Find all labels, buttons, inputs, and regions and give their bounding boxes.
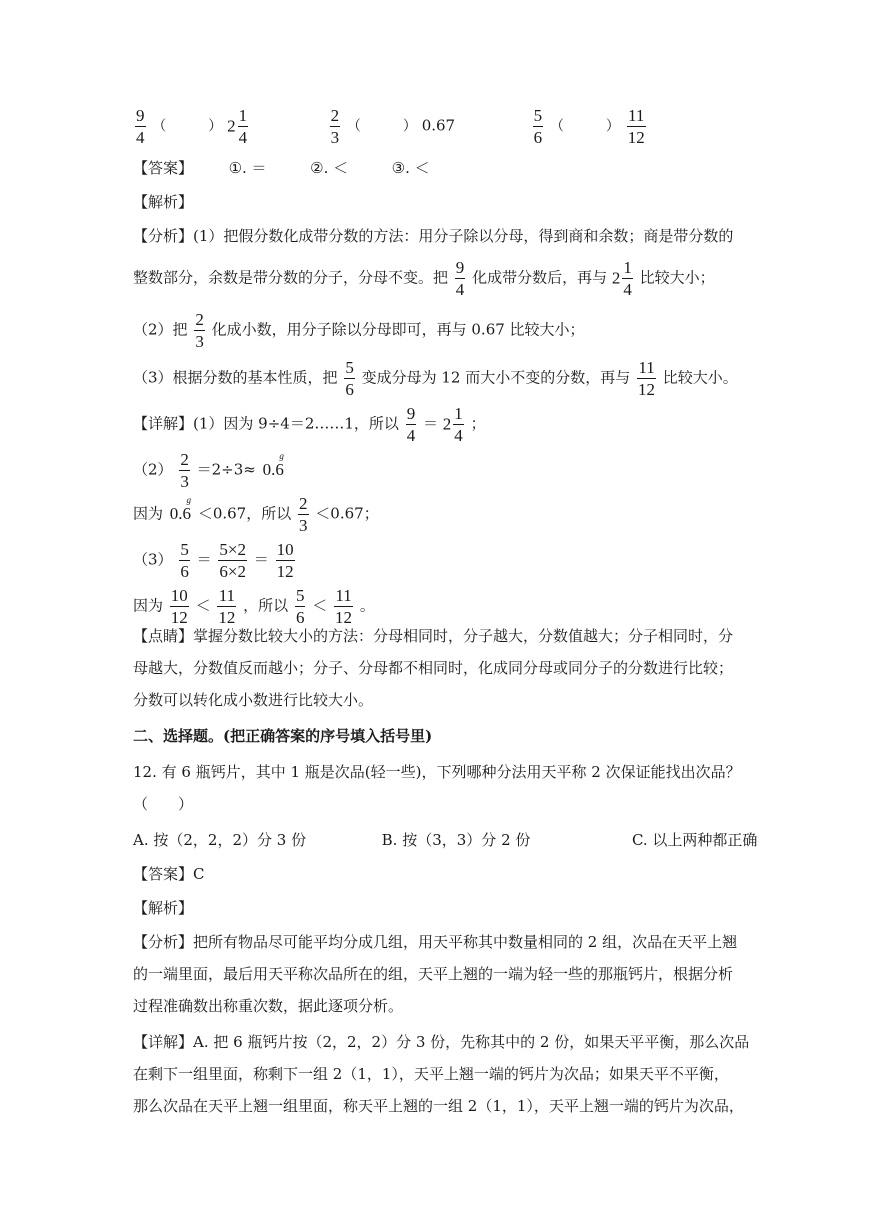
option-a: A. 按（2，2，2）分 3 份 xyxy=(133,831,307,849)
fraction: $\frac{9}{4}$ xyxy=(136,106,145,147)
detail-line: 【详解】(1）因为 9÷4＝2……1，所以 $\frac{9}{4}$ ＝ 2 $\frac{1}{4}$ ； xyxy=(133,404,486,445)
detail-line: 那么次品在天平上翘一组里面，称天平上翘的一组 2（1，1），天平上翘一端的钙片为次品， xyxy=(133,1097,744,1115)
option-b: B. 按（3，3）分 2 份 xyxy=(381,831,531,849)
options-row xyxy=(133,830,757,850)
detail-line: 在剩下一组里面，称剩下一组 2（1，1），天平上翘一端的钙片为次品；如果天平不平衡， xyxy=(133,1065,729,1083)
blank-paren: （ ） xyxy=(549,118,620,135)
fraction: $\frac{11}{12}$ xyxy=(627,106,645,147)
option-c: C. 以上两种都正确 xyxy=(631,831,758,849)
repeating-decimal: 0.6 g xyxy=(169,494,192,523)
question-stem: 12. 有 6 瓶钙片，其中 1 瓶是次品(轻一些)，下列哪种分法用天平称 2 次保证能找出次品？ xyxy=(133,763,741,781)
detail-line: 因为 $\frac{10}{12}$ ＜ $\frac{11}{12}$ ，所以 $\frac{5}{6}$ ＜ $\frac{11}{12}$ 。 xyxy=(133,586,375,627)
key-point-line: 母越大，分数值反而越小；分子、分母都不相同时，化成同分母或同分子的分数进行比较； xyxy=(133,659,734,677)
detail-line: （3） $\frac{5}{6}$ ＝ $\frac{5\times 2}{6\times 2}$ ＝ $\frac{10}{12}$ xyxy=(133,540,294,581)
q11-compare-row xyxy=(133,106,648,147)
fraction: $\frac{5}{6}$ xyxy=(533,106,543,147)
key-point-line: 【点睛】掌握分数比较大小的方法：分母相同时，分子越大，分数值越大；分子相同时，分 xyxy=(133,627,734,645)
analysis-para-line: 整数部分，余数是带分数的分子，分母不变。把 $\frac{9}{4}$ 化成带分数后，再与 2 $\frac{1}{4}$ 比较大小； xyxy=(133,258,715,299)
detail-line: （2） $\frac{2}{3}$ ＝2÷3≈ 0.6 g xyxy=(133,450,284,491)
answer-item: ①. ＝ xyxy=(228,159,267,177)
blank-paren: （ ） xyxy=(346,118,417,135)
fraction: $\frac{2}{3}$ xyxy=(330,106,340,147)
question-paren: （ ） xyxy=(133,795,194,813)
analysis-para-line: 过程准确数出称重次数，据此逐项分析。 xyxy=(133,997,404,1015)
key-point-line: 分数可以转化成小数进行比较大小。 xyxy=(133,691,374,709)
analysis-label: 【解析】 xyxy=(133,899,194,917)
answer-item: ②. ＜ xyxy=(310,159,349,177)
blank-paren: （ ） xyxy=(152,118,223,135)
decimal-value: 0.67 xyxy=(421,116,456,135)
repeating-decimal: 0.6 g xyxy=(262,450,284,479)
mixed-number: 2 $\frac{1}{4}$ xyxy=(227,106,248,147)
detail-line: 【详解】A. 把 6 瓶钙片按（2，2，2）分 3 份，先称其中的 2 份，如果天平平衡，那么次品 xyxy=(133,1033,750,1051)
analysis-para-line: 【分析】(1）把假分数化成带分数的方法：用分子除以分母，得到商和余数；商是带分数的 xyxy=(133,227,734,245)
answer-line: 【答案】C xyxy=(133,865,205,883)
answer-line xyxy=(133,158,430,178)
answer-item: ③. ＜ xyxy=(391,159,430,177)
analysis-para-line: （3）根据分数的基本性质，把 $\frac{5}{6}$ 变成分母为 12 而大小不变的分数，再与 $\frac{11}{12}$ 比较大小。 xyxy=(133,358,738,399)
section-title: 二、选择题。(把正确答案的序号填入括号里) xyxy=(133,727,433,745)
analysis-para-line: 的一端里面，最后用天平称次品所在的组，天平上翘的一端为轻一些的那瓶钙片，根据分析 xyxy=(133,965,734,983)
detail-line: 因为 0.6 g ＜0.67，所以 $\frac{2}{3}$ ＜0.67； xyxy=(133,494,379,535)
analysis-para-line: 【分析】把所有物品尽可能平均分成几组，用天平称其中数量相同的 2 组，次品在天平上翘 xyxy=(133,933,738,951)
analysis-label: 【解析】 xyxy=(133,193,194,211)
answer-label: 【答案】 xyxy=(133,159,194,177)
analysis-para-line: （2）把 $\frac{2}{3}$ 化成小数，用分子除以分母即可，再与 0.67 比较大小； xyxy=(133,310,585,351)
